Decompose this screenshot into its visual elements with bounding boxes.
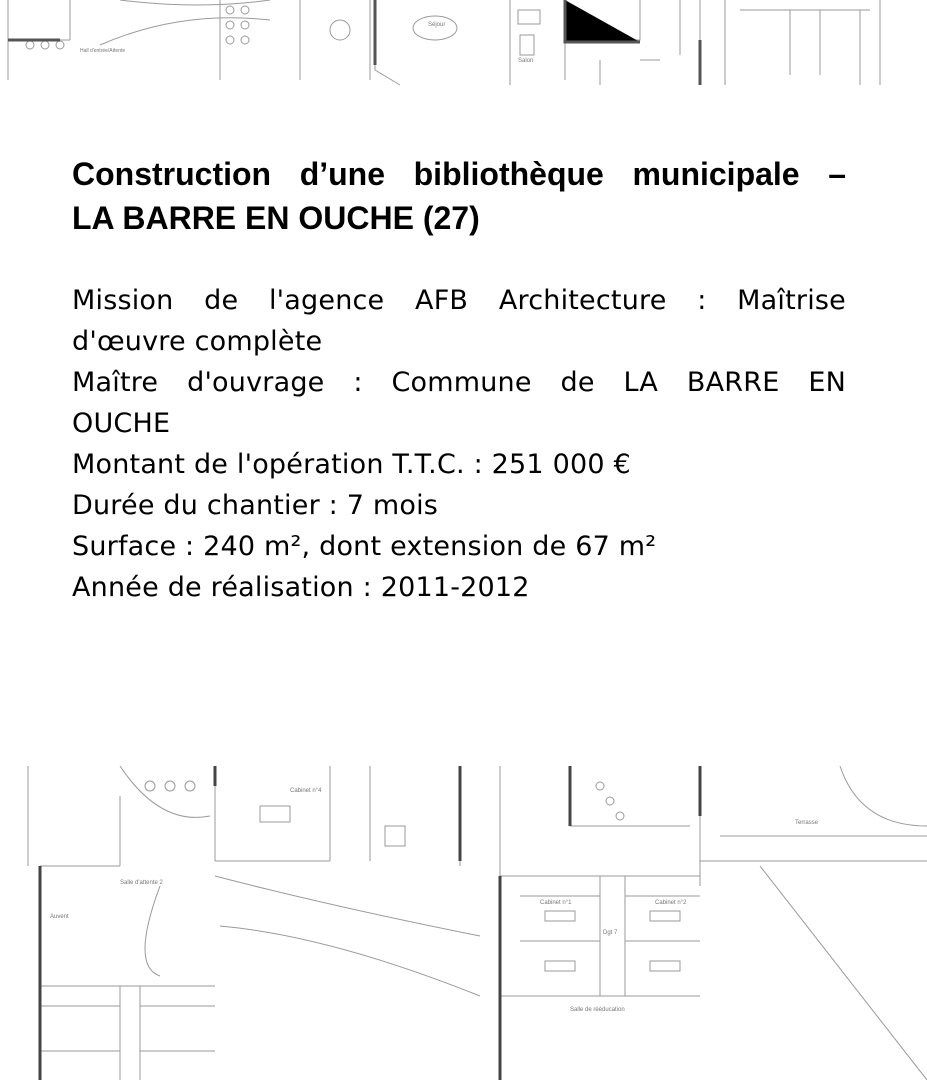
plan-label: Auvent xyxy=(50,914,69,920)
title-line: LA BARRE EN OUCHE (27) xyxy=(72,200,480,236)
floor-plan-bottom-image xyxy=(0,766,927,1080)
plan-label: Salon xyxy=(518,58,534,64)
project-details xyxy=(72,280,846,608)
detail-mission-cont: d'œuvre complète xyxy=(72,326,323,357)
plan-label: Dgt 7 xyxy=(603,930,618,936)
plan-label: Cabinet n°4 xyxy=(290,788,322,794)
title-line: Construction d’une bibliothèque municipale – xyxy=(72,156,846,192)
page-title xyxy=(72,152,846,240)
plan-label: Cabinet n°1 xyxy=(540,900,572,906)
detail-client: Maître d'ouvrage : Commune de LA BARRE EN xyxy=(72,367,846,398)
detail-mission: Mission de l'agence AFB Architecture : Maîtrise xyxy=(72,285,846,316)
plan-label: Salle de rééducation xyxy=(570,1007,625,1013)
floor-plan-top-image xyxy=(0,0,927,86)
plan-label: Terrasse xyxy=(795,820,819,826)
plan-label: Salle d'attente 2 xyxy=(120,880,163,886)
detail-duration: Durée du chantier : 7 mois xyxy=(72,490,439,521)
detail-surface: Surface : 240 m², dont extension de 67 m² xyxy=(72,531,657,562)
detail-amount: Montant de l'opération T.T.C. : 251 000 € xyxy=(72,449,631,480)
plan-label: Hall d'entrée/Attente xyxy=(80,48,126,54)
detail-year: Année de réalisation : 2011-2012 xyxy=(72,572,530,603)
plan-label: Cabinet n°2 xyxy=(655,900,687,906)
plan-label: Séjour xyxy=(428,22,446,28)
detail-client-cont: OUCHE xyxy=(72,408,171,439)
